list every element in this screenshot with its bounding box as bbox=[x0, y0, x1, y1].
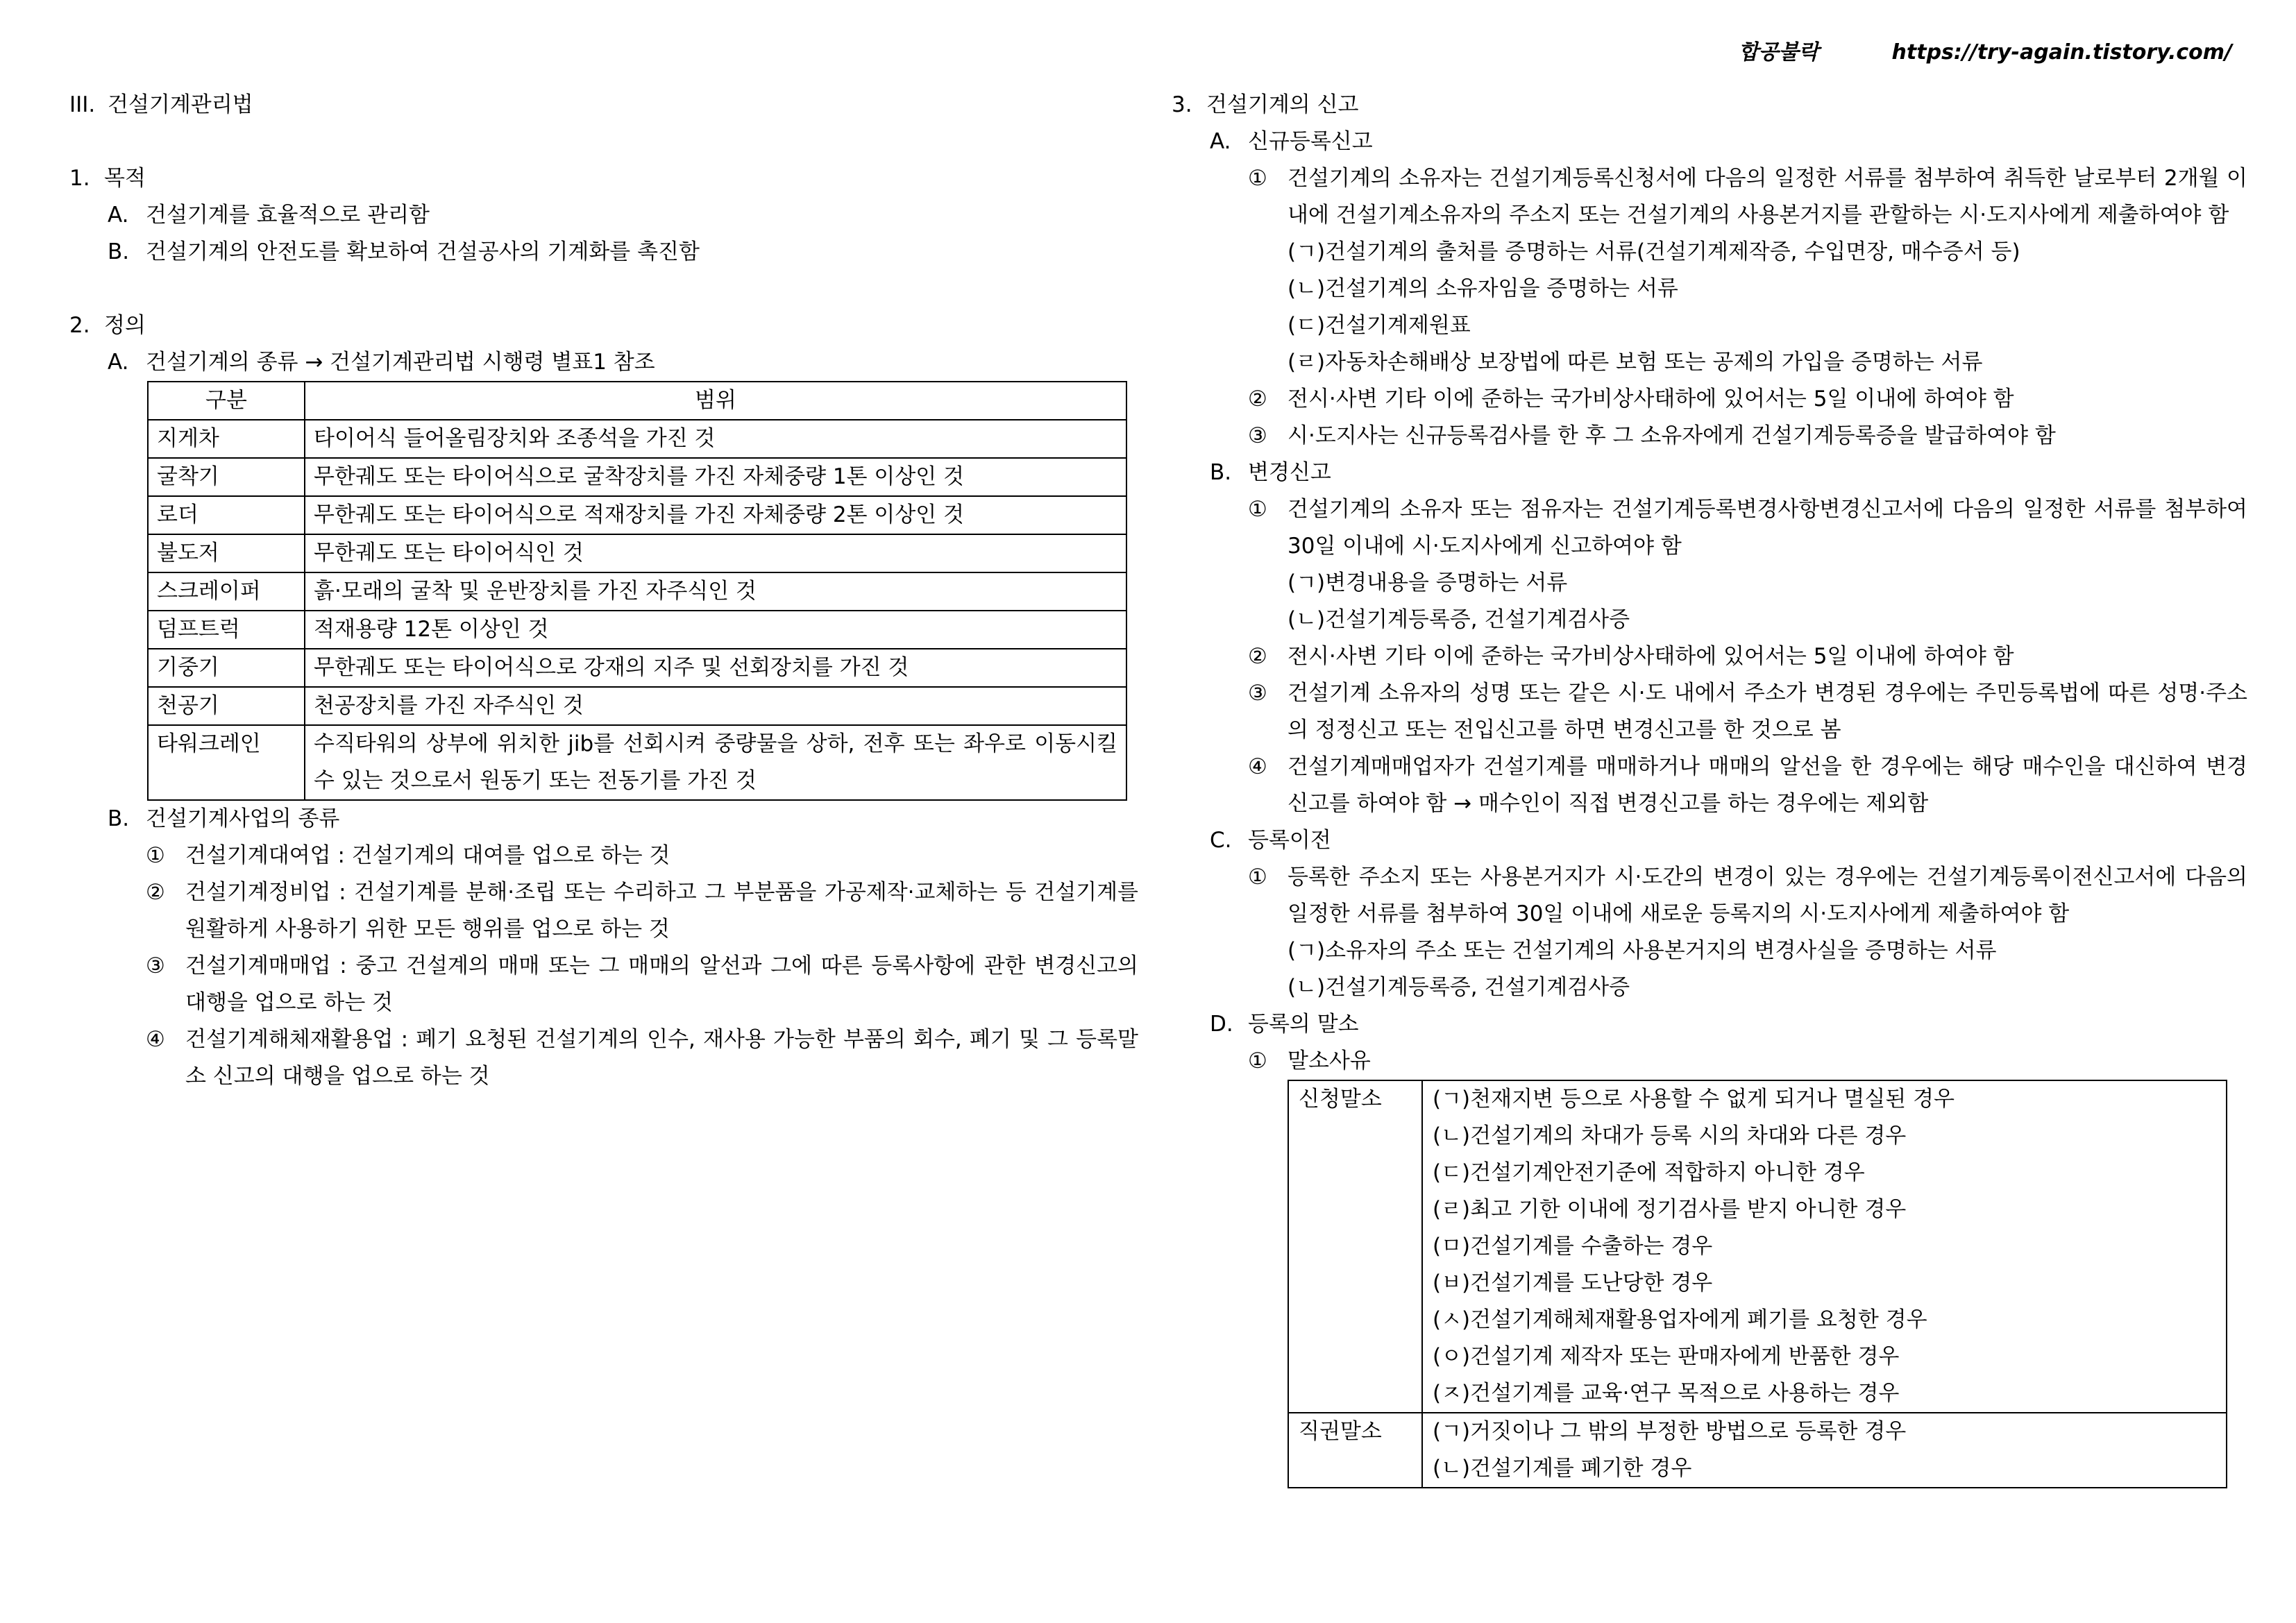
item-mark: A. bbox=[108, 350, 129, 375]
sub-item: (ㄱ)변경내용을 증명하는 서류 bbox=[1288, 570, 1568, 595]
table-cell: 수직타워의 상부에 위치한 jib를 선회시켜 중량물을 상하, 전후 또는 좌우로 이동시킬 수 있는 것으로서 원동기 또는 전동기를 가진 것 bbox=[305, 725, 1126, 800]
item-text: 건설기계매매업자가 건설기계를 매매하거나 매매의 알선을 한 경우에는 해당 매수인을 대신하여 변경신고를 하여야 함 → 매수인이 직접 변경신고를 하는 경우에는 제외함 bbox=[1288, 754, 2247, 816]
section-title: 정의 bbox=[104, 313, 146, 338]
table-cell: 지게차 bbox=[148, 420, 305, 458]
sub-item: (ㄹ)자동차손해배상 보장법에 따른 보험 또는 공제의 가입을 증명하는 서류 bbox=[1288, 350, 1983, 375]
item-text: 건설기계사업의 종류 bbox=[146, 806, 340, 831]
table-header: 구분 bbox=[148, 382, 305, 420]
table-cell: 로더 bbox=[148, 496, 305, 534]
item-text: 등록한 주소지 또는 사용본거지가 시·도간의 변경이 있는 경우에는 건설기계등록이전신고서에 다음의 일정한 서류를 첨부하여 30일 이내에 새로운 등록지의 시·도지사에게 제출하여야 함 bbox=[1288, 865, 2247, 926]
item-mark: ③ bbox=[146, 953, 165, 978]
item-mark: ② bbox=[1248, 386, 1267, 411]
item-mark: ① bbox=[1248, 1048, 1267, 1073]
item-text: 전시·사변 기타 이에 준하는 국가비상사태하에 있어서는 5일 이내에 하여야 함 bbox=[1288, 386, 2014, 411]
table-header-row bbox=[148, 382, 1126, 420]
item-text: 건설기계대여업 : 건설기계의 대여를 업으로 하는 것 bbox=[185, 843, 670, 868]
item-text: 건설기계해체재활용업 : 폐기 요청된 건설기계의 인수, 재사용 가능한 부품의 회수, 폐기 및 그 등록말소 신고의 대행을 업으로 하는 것 bbox=[185, 1027, 1138, 1089]
deregistration-table bbox=[1288, 1080, 2227, 1488]
item-text: 건설기계의 안전도를 확보하여 건설공사의 기계화를 촉진함 bbox=[146, 239, 700, 264]
table-cell: 무한궤도 또는 타이어식으로 강재의 지주 및 선회장치를 가진 것 bbox=[305, 649, 1126, 687]
item-text: 건설기계 소유자의 성명 또는 같은 시·도 내에서 주소가 변경된 경우에는 주민등록법에 따른 성명·주소의 정정신고 또는 전입신고를 하면 변경신고를 한 것으로 봄 bbox=[1288, 681, 2247, 742]
reason-line: (ㄱ)천재지변 등으로 사용할 수 없게 되거나 멸실된 경우 bbox=[1433, 1087, 1955, 1112]
item-mark: A. bbox=[1210, 129, 1231, 154]
business-item bbox=[69, 874, 1138, 948]
item-mark: C. bbox=[1210, 828, 1232, 853]
section-title: 목적 bbox=[104, 166, 146, 191]
reason-line: (ㅂ)건설기계를 도난당한 경우 bbox=[1433, 1271, 1713, 1295]
report-item bbox=[1172, 491, 2247, 565]
section-mark: 1. bbox=[69, 166, 90, 191]
table-cell: 덤프트럭 bbox=[148, 611, 305, 649]
right-column bbox=[1172, 87, 2247, 1488]
item-text: 등록의 말소 bbox=[1248, 1012, 1359, 1037]
table-cell: 무한궤도 또는 타이어식인 것 bbox=[305, 534, 1126, 572]
item-text: 건설기계의 종류 → 건설기계관리법 시행령 별표1 참조 bbox=[146, 350, 655, 375]
item-mark: ④ bbox=[146, 1027, 165, 1052]
definition-a bbox=[69, 344, 1138, 381]
reason-line: (ㅇ)건설기계 제작자 또는 판매자에게 반품한 경우 bbox=[1433, 1344, 1900, 1369]
table-cell: 기중기 bbox=[148, 649, 305, 687]
definition-b bbox=[69, 801, 1138, 838]
table-header: 범위 bbox=[305, 382, 1126, 420]
item-mark: B. bbox=[1210, 460, 1232, 485]
table-row bbox=[148, 611, 1126, 649]
item-text: 신규등록신고 bbox=[1248, 129, 1373, 154]
table-row bbox=[148, 725, 1126, 800]
item-text: 건설기계정비업 : 건설기계를 분해·조립 또는 수리하고 그 부분품을 가공제작·교체하는 등 건설기계를 원활하게 사용하기 위한 모든 행위를 업으로 하는 것 bbox=[185, 880, 1138, 942]
machine-type-table bbox=[147, 381, 1127, 801]
reason-line: (ㅈ)건설기계를 교육·연구 목적으로 사용하는 경우 bbox=[1433, 1381, 1900, 1406]
item-text: 전시·사변 기타 이에 준하는 국가비상사태하에 있어서는 5일 이내에 하여야 함 bbox=[1288, 644, 2014, 669]
item-mark: ② bbox=[1248, 644, 1267, 669]
table-row bbox=[148, 572, 1126, 611]
sub-item: (ㄷ)건설기계제원표 bbox=[1288, 313, 1471, 338]
table-cell: 흙·모래의 굴착 및 운반장치를 가진 자주식인 것 bbox=[305, 572, 1126, 611]
table-row bbox=[148, 534, 1126, 572]
reason-line: (ㅁ)건설기계를 수출하는 경우 bbox=[1433, 1234, 1713, 1259]
item-mark: ① bbox=[146, 843, 165, 868]
report-item bbox=[1172, 1043, 2247, 1080]
table-cell: 신청말소 bbox=[1288, 1080, 1422, 1413]
item-text: 말소사유 bbox=[1288, 1048, 1371, 1073]
item-mark: ③ bbox=[1248, 681, 1267, 706]
chapter-mark: III. bbox=[69, 92, 96, 117]
item-mark: ① bbox=[1248, 865, 1267, 890]
table-row bbox=[148, 458, 1126, 496]
section-mark: 2. bbox=[69, 313, 90, 338]
purpose-b bbox=[69, 234, 1138, 271]
table-cell: 불도저 bbox=[148, 534, 305, 572]
reason-line: (ㅅ)건설기계해체재활용업자에게 폐기를 요청한 경우 bbox=[1433, 1307, 1927, 1332]
item-mark: ② bbox=[146, 880, 165, 905]
item-mark: A. bbox=[108, 203, 129, 228]
table-cell bbox=[1422, 1413, 2227, 1488]
table-cell: 무한궤도 또는 타이어식으로 적재장치를 가진 자체중량 2톤 이상인 것 bbox=[305, 496, 1126, 534]
table-cell: 굴착기 bbox=[148, 458, 305, 496]
table-cell: 직권말소 bbox=[1288, 1413, 1422, 1488]
report-item bbox=[1172, 418, 2247, 454]
chapter-title bbox=[69, 87, 1138, 124]
table-row bbox=[148, 649, 1126, 687]
report-item bbox=[1172, 160, 2247, 234]
table-cell: 타워크레인 bbox=[148, 725, 305, 800]
report-item bbox=[1172, 859, 2247, 933]
table-row bbox=[148, 496, 1126, 534]
table-row bbox=[148, 420, 1126, 458]
item-text: 건설기계매매업 : 중고 건설계의 매매 또는 그 매매의 알선과 그에 따른 등록사항에 관한 변경신고의 대행을 업으로 하는 것 bbox=[185, 953, 1138, 1015]
table-row bbox=[148, 687, 1126, 725]
report-item bbox=[1172, 381, 2247, 418]
table-cell bbox=[1422, 1080, 2227, 1413]
table-row bbox=[1288, 1413, 2227, 1488]
subsection-deregistration bbox=[1172, 1006, 2247, 1043]
table-cell: 무한궤도 또는 타이어식으로 굴착장치를 가진 자체중량 1톤 이상인 것 bbox=[305, 458, 1126, 496]
table-cell: 타이어식 들어올림장치와 조종석을 가진 것 bbox=[305, 420, 1126, 458]
item-mark: D. bbox=[1210, 1012, 1233, 1037]
item-text: 건설기계의 소유자 또는 점유자는 건설기계등록변경사항변경신고서에 다음의 일정한 서류를 첨부하여 30일 이내에 시·도지사에게 신고하여야 함 bbox=[1288, 497, 2247, 559]
item-mark: B. bbox=[108, 806, 130, 831]
item-mark: ④ bbox=[1248, 754, 1267, 779]
table-row bbox=[1288, 1080, 2227, 1413]
item-text: 변경신고 bbox=[1248, 460, 1331, 485]
item-mark: ③ bbox=[1248, 423, 1267, 448]
table-cell: 스크레이퍼 bbox=[148, 572, 305, 611]
sub-item: (ㄴ)건설기계등록증, 건설기계검사증 bbox=[1288, 975, 1630, 1000]
reason-line: (ㄴ)건설기계를 폐기한 경우 bbox=[1433, 1456, 1692, 1481]
purpose-a bbox=[69, 197, 1138, 234]
sub-item: (ㄱ)건설기계의 출처를 증명하는 서류(건설기계제작증, 수입면장, 매수증서 등) bbox=[1288, 239, 2020, 264]
report-item bbox=[1172, 675, 2247, 749]
section-definition bbox=[69, 307, 1138, 344]
business-item bbox=[69, 1021, 1138, 1095]
subsection-change-report bbox=[1172, 454, 2247, 491]
reason-line: (ㄴ)건설기계의 차대가 등록 시의 차대와 다른 경우 bbox=[1433, 1123, 1907, 1148]
reason-line: (ㄹ)최고 기한 이내에 정기검사를 받지 아니한 경우 bbox=[1433, 1197, 1907, 1222]
section-purpose bbox=[69, 160, 1138, 197]
sub-item: (ㄴ)건설기계등록증, 건설기계검사증 bbox=[1288, 607, 1630, 632]
sub-item: (ㄴ)건설기계의 소유자임을 증명하는 서류 bbox=[1288, 276, 1678, 301]
item-mark: ① bbox=[1248, 166, 1267, 191]
left-column bbox=[69, 87, 1138, 1095]
sub-item: (ㄱ)소유자의 주소 또는 건설기계의 사용본거지의 변경사실을 증명하는 서류 bbox=[1288, 938, 1997, 963]
item-mark: B. bbox=[108, 239, 130, 264]
header-author: 합공불락 bbox=[1738, 40, 1819, 65]
reason-line: (ㄱ)거짓이나 그 밖의 부정한 방법으로 등록한 경우 bbox=[1433, 1419, 1907, 1444]
chapter-text: 건설기계관리법 bbox=[108, 92, 253, 117]
item-text: 건설기계를 효율적으로 관리함 bbox=[146, 203, 430, 228]
report-item bbox=[1172, 638, 2247, 675]
page-header bbox=[1739, 35, 2232, 65]
item-mark: ① bbox=[1248, 497, 1267, 522]
section-title: 건설기계의 신고 bbox=[1206, 92, 1359, 117]
business-item bbox=[69, 948, 1138, 1021]
header-url: https://try-again.tistory.com/ bbox=[1891, 40, 2232, 65]
table-cell: 천공기 bbox=[148, 687, 305, 725]
item-text: 등록이전 bbox=[1248, 828, 1331, 853]
table-cell: 천공장치를 가진 자주식인 것 bbox=[305, 687, 1126, 725]
subsection-transfer bbox=[1172, 822, 2247, 859]
report-item bbox=[1172, 749, 2247, 822]
reason-line: (ㄷ)건설기계안전기준에 적합하지 아니한 경우 bbox=[1433, 1160, 1865, 1185]
business-item bbox=[69, 838, 1138, 874]
section-mark: 3. bbox=[1172, 92, 1192, 117]
subsection-new-registration bbox=[1172, 124, 2247, 160]
item-text: 시·도지사는 신규등록검사를 한 후 그 소유자에게 건설기계등록증을 발급하여야 함 bbox=[1288, 423, 2056, 448]
section-report bbox=[1172, 87, 2247, 124]
table-cell: 적재용량 12톤 이상인 것 bbox=[305, 611, 1126, 649]
item-text: 건설기계의 소유자는 건설기계등록신청서에 다음의 일정한 서류를 첨부하여 취득한 날로부터 2개월 이내에 건설기계소유자의 주소지 또는 건설기계의 사용본거지를 관할하는 시·도지사에게 제출하여야 함 bbox=[1288, 166, 2247, 228]
